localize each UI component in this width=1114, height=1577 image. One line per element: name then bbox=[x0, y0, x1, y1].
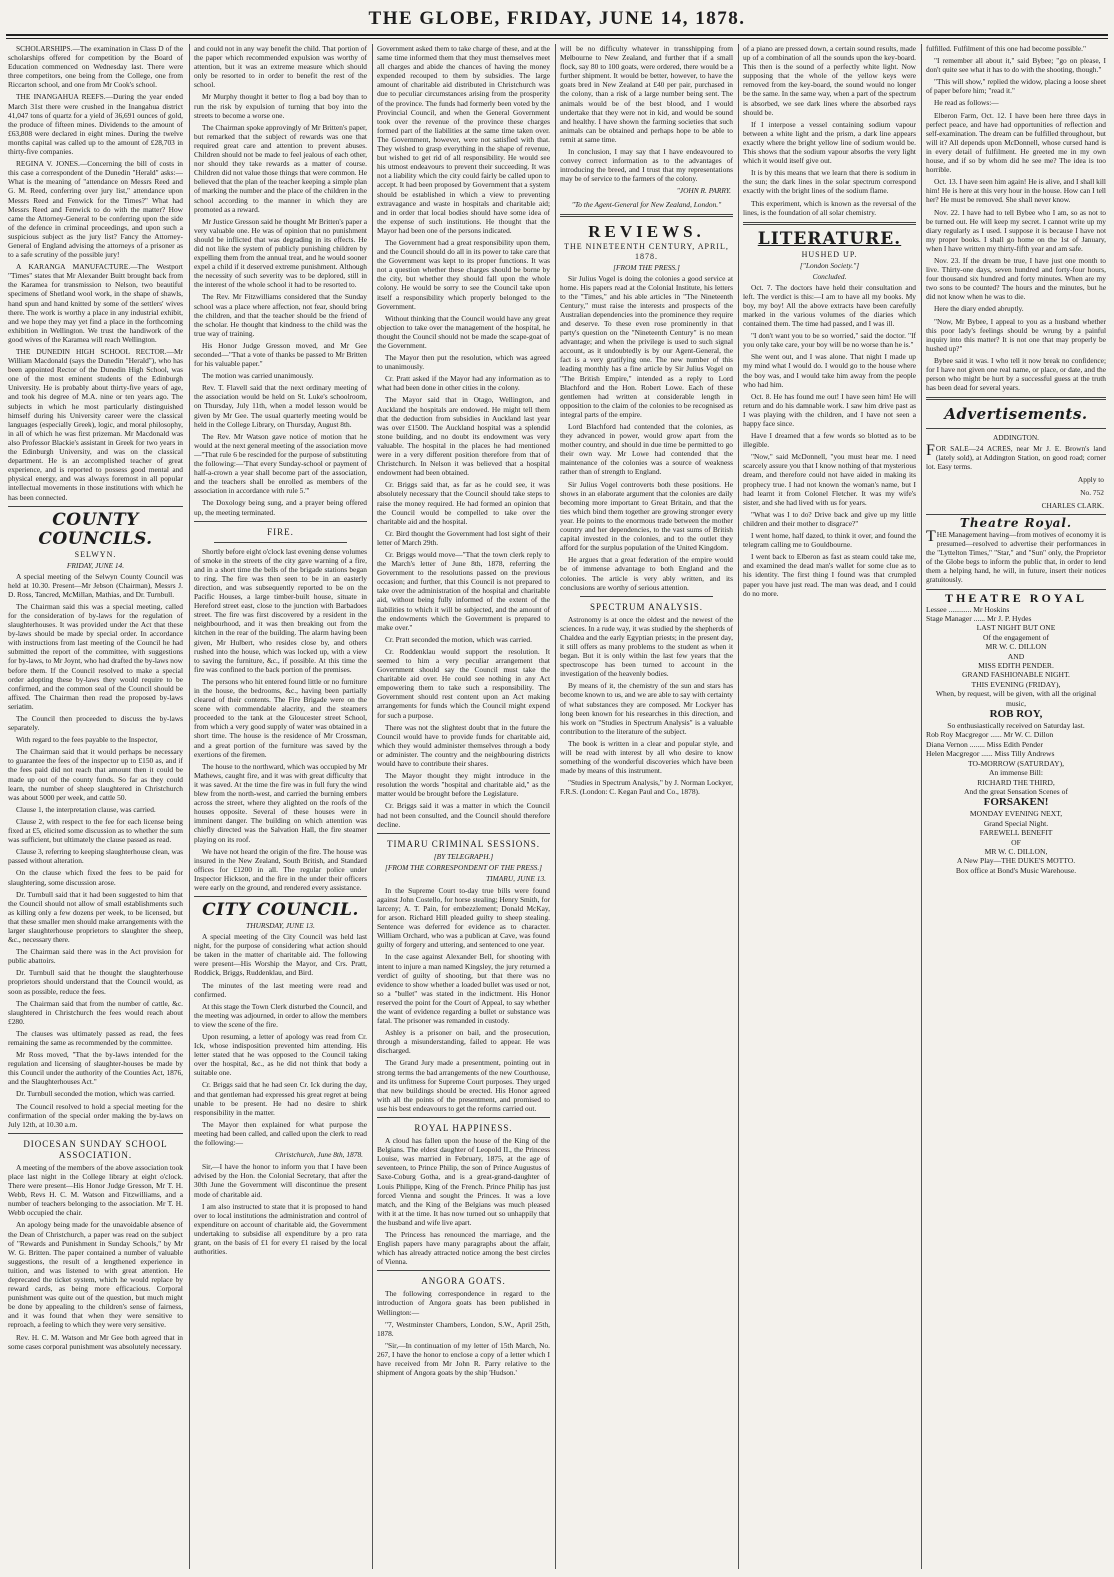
paragraph: Mr Murphy thought it better to flog a bad boy than to run the risk by expulsion of turning that boy into the streets to become a worse one. bbox=[194, 92, 367, 120]
paragraph: I am also instructed to state that it is proposed to hand over to local institutions the administration and control of expenditure on account of charitable aid, the Government undertaking to subsidise all expenditure by a pro rata grant, on the basis of £1 for every £1 raised by the local authorities. bbox=[194, 1201, 367, 1257]
ad-line: MONDAY EVENING NEXT, bbox=[969, 809, 1063, 819]
section-heading-diocesan: DIOCESAN SUNDAY SCHOOL ASSOCIATION. bbox=[23, 1138, 168, 1160]
paragraph: "Studies in Spectrum Analysis," by J. Norman Lockyer, F.R.S. (London: C. Kegan Paul and Co., 1878). bbox=[560, 778, 733, 797]
ad-line: THIS EVENING (FRIDAY), bbox=[971, 679, 1061, 689]
section-rule bbox=[8, 1133, 183, 1134]
ad-line: FORSAKEN! bbox=[983, 796, 1049, 809]
masthead-rule-thin bbox=[6, 38, 1108, 39]
paragraph: There was not the slightest doubt that in the future the Council would have to provide funds for charitable aid, which they would administer themselves through a body or administer. The country and the neighbouring districts would have to contribute their shares. bbox=[377, 722, 550, 769]
paragraph: Cr. Briggs said that he had seen Cr. Ick during the day, and that gentleman had expressed his great regret at being unable to be present. He had no desire to shirk responsibility in the matter. bbox=[194, 1080, 367, 1117]
ad-line: Grand Special Night. bbox=[983, 818, 1049, 828]
paragraph: The Mayor said that in Otago, Wellington, and Auckland the hospitals are endowed. He might tell them that the deduction from subsidies in Auckland last year was over £1500. The Auckland hospital was a splendid stone building, and no doubt its endowment was very valuable. The hospital in the places he had mentioned were in a very different position therefore from that of Christchurch. In Nelson it was believed that a hospital endowment had been obtained. bbox=[377, 395, 550, 478]
paragraph: The following correspondence in regard to the introduction of Angora goats has been published in Wellington:— bbox=[377, 1289, 550, 1317]
paragraph: Bybee said it was. I who tell it now break no confidence; for I have not given one real name, or place, or date, and the person who might be hurt by a successful guess at the truth has been dead for several years. bbox=[926, 355, 1106, 393]
section-rule bbox=[560, 214, 733, 217]
paragraph: The persons who hit entered found little or no furniture in the house, the bedrooms, &c., having been partially cleared of their contents. The Fire Brigade were on the scene with commendable alacrity, and the steamers proceeded to the tank at the Gloucester street School, from which a very good supply of water was obtained in a short time. The house is the residence of Mr Crossman, and a great portion of the furniture was saved by the exertions of the firemen. bbox=[194, 676, 367, 759]
ad-line: GRAND FASHIONABLE NIGHT. bbox=[962, 670, 1070, 680]
paragraph: and could not in any way benefit the child. That portion of the paper which recommended expulsion was worthy of attention, but it was an extreme measure which should only be resorted to in order to benefit the rest of the school. bbox=[194, 44, 367, 90]
ad-lessee: Lessee ............ Mr Hoskins bbox=[926, 604, 1010, 614]
subheading: [FROM THE CORRESPONDENT OF THE PRESS.] bbox=[384, 862, 543, 872]
paragraph: "What was I to do? Drive back and give up my little children and their mother to disgrace?" bbox=[743, 509, 916, 528]
ad-body: FOR SALE—24 ACRES, near Mr J. E. Brown's land (lately sold), at Addington Station, on good road; corner lot. Easy terms. bbox=[926, 442, 1106, 472]
paragraph: The Chairman said that it would perhaps be necessary to guarantee the fees of the inspector up to £150 as, and if the fees paid did not reach that amount then it could be made up out of the county funds. So far as they could learn, the number of sheep slaughtered in Christchurch was about 5000 per week, and cattle 50. bbox=[8, 747, 183, 802]
paragraph: His Honor Judge Gresson moved, and Mr Gee seconded—"That a vote of thanks be passed to Mr Britten for his valuable paper." bbox=[194, 340, 367, 369]
ad-line: LAST NIGHT BUT ONE bbox=[976, 623, 1056, 633]
ad-line: When, by request, will be given, with all the original music, bbox=[935, 689, 1097, 708]
paragraph: Cr. Pratt seconded the motion, which was carried. bbox=[385, 634, 532, 644]
paragraph: The Princess has renounced the marriage, and the English papers have many paragraphs about the affair, which has already attracted notice among the best circles of Vienna. bbox=[377, 1229, 550, 1267]
address-line: "To the Agent-General for New Zealand, London." bbox=[571, 199, 722, 209]
paragraph: Dr. Turnbull said that he thought the slaughterhouse proprietors should understand that the Council would, as soon as possible, reduce the fees. bbox=[8, 968, 183, 996]
section-rule bbox=[194, 896, 367, 897]
paragraph: REGINA V. JONES.—Concerning the bill of costs in this case a correspondent of the Dunedin "Herald" asks:—What is the meaning of "attendance on Messrs Reed and G. M. Reed, conferring over jury list," attendance upon Messrs Reed and Fenwick for the Times?" What had Messrs Reed and Fenwick to do with the matter? How came the Attorney-General to be conferring upon the side of the defence in criminal proceedings, and upon such a suspicious subject as the jury list? Fancy the Attorney-General of England advising the attorneys of a prisoner as to a safe scrutiny of the possible jury! bbox=[8, 159, 183, 260]
paragraph: The book is written in a clear and popular style, and will be read with interest by all who desire to know something of the wonderful discoveries which have been made by means of this instrument. bbox=[560, 738, 733, 776]
column-1 bbox=[8, 44, 183, 1569]
paragraph: Oct. 13. I have seen him again! He is alive, and I shall kill him! He is here at this very hour in the house. How can I tell her? He must be removed. She shall never know. bbox=[926, 177, 1106, 205]
paragraph: "I remember all about it," said Bybee; "go on please, I don't quite see what it has to do with the shooting, though." bbox=[926, 56, 1106, 75]
paragraph: of a piano are pressed down, a certain sound results, made up of a combination of all the sounds upon the key-board. This then is the sound of a perfectly white light. Now supposing that the whole of the yellow keys were removed from the key-board, the sound would no longer be the same. In the same way, when a part of the spectrum is absorbed, we see dark lines where the absorbed rays should be. bbox=[743, 44, 916, 117]
subheading: THE NINETEENTH CENTURY, APRIL, 1878. bbox=[564, 241, 729, 261]
ad-heading: Theatre Royal. bbox=[959, 515, 1073, 530]
dateline: TIMARU, JUNE 13. bbox=[486, 873, 546, 883]
paragraph: A meeting of the members of the above association took place last night in the College library at eight o'clock. There were present—His Honor Judge Gresson, Mr T. H. Webb, Revs H. C. M. Watson and Fitzwilliams, and a number of teachers belonging to the association. Mr T. H. Webb occupied the chair. bbox=[8, 1162, 183, 1218]
section-rule bbox=[926, 397, 1106, 400]
paragraph: The Doxology being sung, and a prayer being offered up, the meeting terminated. bbox=[194, 498, 367, 517]
paragraph: The house to the northward, which was occupied by Mr Mathews, caught fire, and it was with great difficulty that it was saved. At the time the fire was in full fury the wind blew from the north-west, and carried the burning embers across the street, where they alighted on the roofs of the houses opposite. Several of these houses were in imminent danger. The building on which attention was chiefly directed was the Salvation Hall, the fire steamer playing on its roof. bbox=[194, 761, 367, 844]
subheading: [BY TELEGRAPH.] bbox=[433, 851, 494, 861]
ad-body: THE Management having—from motives of economy it is presumed—resolved to advertise their performances in the "Lyttelton Times," "Star," and "Sun" only, the Proprietor of the Globe begs to inform the public that, in order to lend them a helping hand, he will, in future, insert their notices gratuitously. bbox=[926, 527, 1106, 585]
column-3 bbox=[377, 44, 550, 1569]
paragraph: THE DUNEDIN HIGH SCHOOL RECTOR.—Mr William Macdonald (says the Dunedin "Herald"), who has been appointed Rector of the Dunedin High School, was one of the most eminent students of the Edinburgh University. He is probably about thirty-five years of age, and took his degree of M.A. nine or ten years ago. The subjects in which he most particularly distinguished himself during his University career were the classical languages (especially Greek), logic, and moral philosophy, in all of which he was first prizeman. Mr Macdonald was also Professor Blackie's assistant in Greek for two years in the Edinburgh University, and was on the classical department. He is an accomplished teacher of great experience, and is reported to possess good mental and physical energy, and was always foremost in all popular intellectual movements in those institutions with which he has been connected. bbox=[8, 347, 183, 502]
ad-line: ROB ROY, bbox=[989, 708, 1043, 721]
ad-line: Of the engagement of bbox=[983, 632, 1049, 642]
section-heading-royal: ROYAL HAPPINESS. bbox=[414, 1123, 513, 1134]
paragraph: THE INANGAHUA REEFS.—During the year ended March 31st there were crushed in the Inangahua district 41,047 tons of quartz for a yield of 36,691 ounces of gold, the produce of fifteen mines. Dividends to the amount of £63,808 were declared in eight mines. During the twelve months capital was called up to the amount of £28,703 in thirty-five companies. bbox=[8, 92, 183, 157]
column-divider bbox=[921, 44, 922, 1569]
section-rule bbox=[580, 596, 713, 597]
paragraph: The Mayor then put the resolution, which was agreed to unanimously. bbox=[377, 353, 550, 372]
subheading: ["London Society."] bbox=[799, 260, 860, 270]
paragraph: The Grand Jury made a presentment, pointing out in strong terms the bad arrangements of the new Courthouse, and its unfitness for Supreme Court purposes. They urged that new buildings should be erected. His Honor agreed with all the points of the presentment, and promised to use his best endeavours to get the reforms carried out. bbox=[377, 1058, 550, 1113]
paragraph: Cr. Briggs would move—"That the town clerk reply to the March's letter of June 8th, 1878, referring the Government to the resolutions passed on the previous occasion; and further, that this Council is not prepared to take over the administration of the hospital and charitable aid, without being fully informed of the extent of the liabilities to which it will be subjected, and the amount of the endowments which the Government is prepared to make over." bbox=[377, 549, 550, 632]
paragraph: Astronomy is at once the oldest and the newest of the sciences. In a rude way, it was studied by the shepherds of Chaldea and the early Egyptian priests; in the present day, it still offers as many problems to the student as when it began. But it is only within the last few years that the spectroscope has been turned to account in the investigation of the heavenly bodies. bbox=[560, 614, 733, 679]
paragraph: By means of it, the chemistry of the sun and stars has become known to us, and we are able to say with certainty of what substances they are composed. Mr Lockyer has long been known for his researches in this direction, and his work on "Studies in Spectrum Analysis" is a valuable contribution to the literature of the subject. bbox=[560, 681, 733, 736]
column-2 bbox=[194, 44, 367, 1569]
paragraph: "Now, Mr Bybee, I appeal to you as a husband whether this poor lady's feelings should be wrung by a painful inquiry into this matter? It is not one that may properly be hushed up?" bbox=[926, 316, 1106, 353]
subheading: SELWYN. bbox=[74, 549, 117, 559]
paragraph: The Rev. Mr Fitzwilliams considered that the Sunday school was a place where affection, not fear, should bring the children, and that the teacher should be the friend of the scholar. He thought that kindness to the child was the true way of training. bbox=[194, 292, 367, 338]
paragraph: "7, Westminster Chambers, London, S.W., April 25th, 1878. bbox=[377, 1319, 550, 1338]
paragraph: The Chairman said this was a special meeting, called for the consideration of by-laws for the regulation of slaughterhouses. It was provided under the Act that these by-laws should be made by special order. In accordance with instructions from last meeting of the Council he had submitted the report of the committee, with suggestions for by-laws, to Mr Joynt, who had drafted the by-laws now before them. If the Council resolved to make a special order adopting these by-laws they would require to be confirmed, and the common seal of the Council should be affixed. The Chairman then read the proposed by-laws seriatim. bbox=[8, 601, 183, 711]
paragraph: She went out, and I was alone. That night I made up my mind what I would do. I would go to the house where the boy was, and I would take him away from the people who had him. bbox=[743, 352, 916, 389]
paragraph: Nov. 23. If the dream be true, I have just one month to live. Thirty-one days, seven hundred and forty-four hours, four thousand six hundred and forty minutes. When are my two sons to be counted? The hours and the minutes, but he did not know when he was to die. bbox=[926, 255, 1106, 302]
column-5 bbox=[743, 44, 916, 1569]
paragraph: "This will show," replied the widow, placing a loose sheet of paper before him; "read it." bbox=[926, 77, 1106, 96]
paragraph: Oct. 7. The doctors have held their consultation and left. The verdict is this:—I am to have all my books. My boy, my boy! All the above extracts have been carefully marked in the various volumes of the diaries which contained them. The time had passed, and I was ill. bbox=[743, 282, 916, 329]
section-heading-fire: FIRE. bbox=[267, 526, 294, 537]
subheading: Concluded. bbox=[812, 271, 847, 281]
column-divider bbox=[189, 44, 190, 1569]
section-rule bbox=[8, 506, 183, 507]
paragraph: Upon resuming, a letter of apology was read from Cr. Ick, whose indisposition prevented him attending. His letter stated that he was opposed to the Council taking over the hospital, &c., as he did not think that body a suitable one. bbox=[194, 1032, 367, 1078]
ad-line: A New Play—THE DUKE'S MOTTO. bbox=[956, 856, 1076, 866]
column-6 bbox=[926, 44, 1106, 1569]
paragraph: The Chairman said there was in the Act provision for public abattoirs. bbox=[8, 947, 183, 966]
ad-line: OF bbox=[1011, 837, 1021, 847]
masthead-title: THE GLOBE, FRIDAY, JUNE 14, 1878. bbox=[368, 8, 746, 29]
paragraph: The Chairman spoke approvingly of Mr Britten's paper, but remarked that the subject of rewards was one that required great care and attention to prevent abuses. Children should not be made to feel jealous of each other, nor should they take rewards as a matter of course. Children did not value those things that were common. He believed that the plan of the teacher keeping a simple plan of marking the number and the place of the children in the school according to the manner in which they are promoted as a reward. bbox=[194, 122, 367, 214]
paragraph: This experiment, which is known as the reversal of the lines, is the foundation of all solar chemistry. bbox=[743, 198, 916, 217]
paragraph: The motion was carried unanimously. bbox=[202, 371, 314, 381]
advertisement-addington bbox=[926, 433, 1106, 510]
subheading: HUSHED UP. bbox=[801, 249, 858, 259]
paragraph: The Rev. Mr Watson gave notice of motion that he would at the next general meeting of the association move—"That rule 6 be rescinded for the purpose of substituting the following:—'That every Sunday-school or payment of half-a-crown a year shall become part of the association, and the teachers shall be enrolled as members of the association in accordance with rule 5.'" bbox=[194, 431, 367, 496]
paragraph: The Chairman said that from the number of cattle, &c. slaughtered in Christchurch the fees would reach about £280. bbox=[8, 998, 183, 1026]
paragraph: Rev. H. C. M. Watson and Mr Gee both agreed that in some cases corporal punishment was absolutely necessary. bbox=[8, 1332, 183, 1351]
ad-line: FAREWELL BENEFIT bbox=[979, 828, 1053, 838]
section-rule bbox=[926, 514, 1106, 515]
ad-line: And the great Sensation Scenes of bbox=[964, 786, 1068, 796]
paragraph: I went home, half dazed, to think it over, and found the telegram calling me to Gouldbourne. bbox=[743, 531, 916, 550]
section-rule bbox=[194, 521, 367, 522]
subheading: [FROM THE PRESS.] bbox=[613, 262, 680, 272]
ad-line: So enthusiastically received on Saturday last. bbox=[947, 721, 1085, 731]
paragraph: In the Supreme Court to-day true bills were found against John Costello, for horse stealing; Henry Smith, for larceny; A. T. Pain, for embezzlement; Donald McKay, for arson. Richard Hill pleaded guilty to sheep stealing. Sentence was deferred for evidence as to character. William Orchard, who was a publican at Cave, was found guilty of forgery and uttering, and sentenced to one year. bbox=[377, 885, 550, 950]
section-rule bbox=[926, 589, 1106, 590]
paragraph: On the clause which fixed the fees to be paid for slaughtering, some discussion arose. bbox=[8, 868, 183, 887]
ad-line: MISS EDITH PENDER. bbox=[978, 661, 1054, 671]
section-heading-spectrum: SPECTRUM ANALYSIS. bbox=[589, 601, 704, 612]
signature: "JOHN R. PARRY. bbox=[676, 186, 731, 196]
paragraph: will be no difficulty whatever in transshipping from Melbourne to New Zealand, and further that if a small flock, say 80 to 100 goats, were ordered, there would be a further shipment. It would be better, however, to have the goats bred in New Zealand at £40 per pair, purchased in the colony, than a risk of a large number being sent. The animals would be of the best blood, and I would undertake that they were not in kid, and would be sound and healthy. I have shown the farming societies that such animals can be obtained and perhaps hope to be able to remit at same time. bbox=[560, 44, 733, 144]
ad-line: An immense Bill: bbox=[989, 768, 1043, 778]
ad-cast: Rob Roy Macgregor ...... Mr W. C. Dillon bbox=[926, 730, 1054, 740]
paragraph: Oct. 8. He has found me out! I have seen him! He will return and do his damnable work. I saw him drive past as I was playing with the children, and I have not seen a happy face since. bbox=[743, 391, 916, 428]
ad-contact-name: CHARLES CLARK. bbox=[1041, 500, 1104, 510]
section-heading-literature: LITERATURE. bbox=[757, 228, 902, 249]
column-divider bbox=[738, 44, 739, 1569]
section-rule bbox=[377, 1270, 550, 1271]
advertisement-theatre-notice bbox=[926, 515, 1106, 585]
paragraph: An apology being made for the unavoidable absence of the Dean of Christchurch, a paper was read on the subject of "Rewards and Punishment in Sunday Schools," by Mr W. G. Britten. The paper contained a number of valuable suggestions, the result of a lengthened experience in tuition, and was listened to with great attention. He deprecated the ticket system, which he would replace by reward cards, as being more efficacious. Corporal punishment was quite out of the question, but much might be done by appealing to the children's sense of fairness, and it was found that when they were sensitive to reproach, a feeling to which they were very sensitive. bbox=[8, 1220, 183, 1330]
section-rule bbox=[377, 833, 550, 834]
paragraph: I went back to Elberon as fast as steam could take me, and examined the dead man's wallet for some clue as to his identity. The first thing I found was that crumpled paper you have just read. The man was dead, and I could do no more. bbox=[743, 552, 916, 598]
paragraph: The Government had a great responsibility upon them, and the Council should do all in its power to take care that the Government was kept to its proper functions. It was not a question whether these charges should be borne by the city, but whether they should fall upon the whole colony. He would be sorry to see the Council take upon itself a responsibility which properly belonged to the Government. bbox=[377, 237, 550, 311]
paragraph: SCHOLARSHIPS.—The examination in Class D of the scholarships offered for competition by the Board of Education commenced on Wednesday last. There were three competitors, one being from the College, one from Riccarton school, and one from Mr Cook's school. bbox=[8, 44, 183, 90]
section-rule bbox=[926, 428, 1106, 429]
dateline: THURSDAY, JUNE 13. bbox=[246, 921, 315, 931]
section-heading-angora: ANGORA GOATS. bbox=[421, 1276, 506, 1287]
paragraph: "I don't want you to be so worried," said the doctor. "If you only take care, your boy will be no worse than he is." bbox=[743, 331, 916, 350]
paragraph: Sir Julius Vogel controverts both these positions. He shows in an elaborate argument that the colonies are daily becoming more important to Great Britain, and that the ties which bind them together are growing stronger every year. He points to the enormous trade between the mother country and her dependencies, to the vast sums of British capital invested in the colonies, and to the outlet they afford for the surplus population of the United Kingdom. bbox=[560, 479, 733, 553]
ad-line: MR W. C. DILLON bbox=[985, 642, 1047, 652]
ad-number: No. 752 bbox=[1080, 487, 1104, 497]
ad-line: TO-MORROW (SATURDAY), bbox=[967, 758, 1065, 768]
section-rule bbox=[743, 222, 916, 225]
paragraph: Shortly before eight o'clock last evening dense volumes of smoke in the streets of the city gave warning of a fire, and in a short time the bells of the brigade stations began to ring. The fire was then seen to be in an easterly direction, and was subsequently reported to be on the Pacific Houses, a large timber-built house, situate in Hereford street east, close to the junction with Barbadoes street. The fire was first discovered by a resident in the neighbourhood, and it was then breaking out from the kitchen in the rear of the building. The alarm having been given, Mr Hulbert, who resides close by, and others rushed into the house, which was locked up, with a view to saving the furniture, &c., if possible. At this time the fire was confined to the back portion of the premises. bbox=[194, 546, 367, 674]
paragraph: The Mayor thought they might introduce in the resolution the words "hospital and charitable aid," as the matter would be brought before the Legislature. bbox=[377, 771, 550, 799]
paragraph: Cr. Pratt asked if the Mayor had any information as to what had been done in other cities in the colony. bbox=[377, 374, 550, 393]
section-rule bbox=[377, 1117, 550, 1118]
paragraph: Mr Justice Gresson said he thought Mr Britten's paper a very valuable one. He was of opinion that no punishment should be inflicted that was degrading in its effects. He did not like the system of publicly punishing children by expelling them from the annual treat, and he would sooner expel a child if it deserved extreme punishment. Although the necessity of such severity was to be deplored, still in the interest of the whole school it had to be resorted to. bbox=[194, 216, 367, 290]
paragraph: It is by this means that we learn that there is sodium in the sun; the dark lines in the solar spectrum correspond exactly with the bright lines of the sodium flame. bbox=[743, 168, 916, 196]
paragraph: He read as follows:— bbox=[934, 98, 999, 108]
paragraph: The minutes of the last meeting were read and confirmed. bbox=[194, 980, 367, 999]
paragraph: Cr. Bird thought the Government had lost sight of their letter of March 29th. bbox=[377, 528, 550, 547]
paragraph: Here the diary ended abruptly. bbox=[934, 304, 1024, 314]
paragraph: With regard to the fees payable to the Inspector, bbox=[16, 735, 158, 745]
column-divider bbox=[555, 44, 556, 1569]
ad-line: MR W. C. DILLON, bbox=[984, 846, 1048, 856]
column-4 bbox=[560, 44, 733, 1569]
paragraph: "Now," said McDonnell, "you must hear me. I need scarcely assure you that I know nothing of that mysterious dream, and therefore could not have aided in making its prophecy true. I had not known the woman's name, but I had learnt it from Colonel Fletcher. It was my wife's sister, and she had lived with us for years. bbox=[743, 452, 916, 507]
column-divider bbox=[372, 44, 373, 1569]
ad-stage-manager: Stage Manager ...... Mr J. P. Hydes bbox=[926, 614, 1032, 623]
section-heading-advertisements: Advertisements. bbox=[944, 405, 1088, 424]
ad-location: ADDINGTON. bbox=[992, 433, 1040, 443]
paragraph: Government asked them to take charge of these, and at the same time informed them that they must themselves meet all charges and abide the chances of having the money expended recouped to them by subsidies. The large amount of charitable aid distributed in Christchurch was due to peculiar circumstances arising from the prosperity of the province. The funds had formerly been voted by the Provincial Council, and when the General Government took over the revenue of the province these charges formed part of the liabilities at the same time taken over. The Government, however, were not satisfied with that. They wished to grasp everything in the shape of revenue, but wished to get rid of all responsibility. He would see his utmost endeavours to prevent their succeeding. It was not a liability which the city could fairly be called upon to accept. It had been proposed by Government that a system should be established in which a view to preventing extravagance and waste in hospitals and charitable aid; and in order that local bodies should have some idea of the expense of such institutions. He thought that the Mayor had been one of the persons indicated. bbox=[377, 44, 550, 235]
paragraph: A special meeting of the City Council was held last night, for the purpose of considering what action should be taken in the matter of charitable aid. The following were present—His Worship the Mayor, and Crs. Pratt, Roddick, Briggs, Ruddenklau, and Bird. bbox=[194, 932, 367, 978]
section-heading-county-councils: COUNTY COUNCILS. bbox=[38, 509, 153, 549]
paragraph: At this stage the Town Clerk disturbed the Council, and the meeting was adjourned, in order to allow the members to view the scene of the fire. bbox=[194, 1001, 367, 1029]
paragraph: A cloud has fallen upon the house of the King of the Belgians. The eldest daughter of Leopold II., the Princess Louise, was married in February, 1875, at the age of seventeen, to Prince Philip, the son of Prince Augustus of Saxe-Coburg Gotha, and is a great-grand-daughter of Louis Philippe, King of the French. Prince Philip has just forced Vienna and sought the Princes. It was a love match, and the King of the Belgians was much pleased with it at the time. It has now turned out so unhappily that the husband and wife live apart. bbox=[377, 1136, 550, 1227]
paragraph: He argues that a great federation of the empire would be of immense advantage to both England and the colonies. The article is very ably written, and its conclusions are worthy of serious attention. bbox=[560, 555, 733, 592]
paragraph: Have I dreamed that a few words so blotted as to be illegible. bbox=[743, 431, 916, 450]
section-heading-city-council: CITY COUNCIL. bbox=[202, 900, 359, 921]
paragraph: fulfilled. Fulfilment of this one had become possible." bbox=[926, 44, 1087, 53]
ad-cast: Diana Vernon ........ Miss Edith Pender bbox=[926, 739, 1043, 749]
paragraph: Cr. Briggs said it was a matter in which the Council had not been consulted, and the Council should therefore decline. bbox=[377, 801, 550, 829]
paragraph: The clauses was ultimately passed as read, the fees remaining the same as recommended by the committee. bbox=[8, 1028, 183, 1047]
paragraph: Clause 1, the interpretation clause, was carried. bbox=[16, 804, 156, 814]
ad-line: RICHARD THE THIRD, bbox=[977, 777, 1055, 787]
ad-line: Box office at Bond's Music Warehouse. bbox=[955, 865, 1077, 875]
paragraph: We have not heard the origin of the fire. The house was insured in the New Zealand, South British, and Standard offices for £1200 in all. The regular police under Inspector Hickson, and the fire in the under their officers were early on the ground, and rendered every assistance. bbox=[194, 846, 367, 892]
paragraph: "Sir,—In continuation of my letter of 15th March, No. 267, I have the honor to enclose a copy of a letter which I have received from Mr John R. Parry relative to the shipment of Angora goats by the ship 'Hudson.' bbox=[377, 1340, 550, 1378]
paragraph: Lord Blachford had contended that the colonies, as they advanced in power, would grow apart from the mother country, and should in due time be permitted to go their own way. Mr Lowe had contended that the maintenance of the colonies was a source of weakness rather than of strength to England. bbox=[560, 422, 733, 477]
letter-dateline: Christchurch, June 8th, 1878. bbox=[275, 1150, 363, 1160]
paragraph: Clause 3, referring to keeping slaughterhouse clean, was passed without alteration. bbox=[8, 847, 183, 866]
paragraph: Sir Julius Vogel is doing the colonies a good service at home. His papers read at the Colonial Institute, his letters to the "Times," and his able articles in "The Nineteenth Century," must raise the interests and prospects of the Australian dependencies into the prominence they require and deserve. To these even rose prominently in that party's question on the "Nineteenth Century" is no mean advantage; and when the privilege is used to such signal account, as it undoubtedly is by our Agent-General, the fact is a very gratifying one. The new number of this leading monthly has a fine article by Sir Julius Vogel on "The British Empire," intended as a reply to Lord Blachford and the Hon. Robert Lowe. Each of these gentlemen had written at considerable length in opposition to the claim of the colonies to be recognised as integral parts of the empire. bbox=[560, 273, 733, 419]
paragraph: The Council resolved to hold a special meeting for the confirmation of the special order making the by-laws on July 12th, at 10.30 a.m. bbox=[8, 1101, 183, 1129]
paragraph: Cr. Roddenklau would support the resolution. It seemed to him a very peculiar arrangement that Government should say the Council must take the charitable aid over. He could see nothing in any Act empowering them to take such a responsibility. The Government should rest content upon an Act making arrangements for funds which the Council might expend for such a purpose. bbox=[377, 646, 550, 720]
paragraph: Elberon Farm, Oct. 12. I have been here three days in perfect peace, and have had opportunities of reflection and self-examination. The dream can be fulfilled throughout, but will it? All depends upon McDonnell, whose cursed hand is in every detail of fulfilment. He greeted me in my own house, and if so by whom did he see me? The idea is too horrible. bbox=[926, 110, 1106, 175]
paragraph: Cr. Briggs said that, as far as he could see, it was absolutely necessary that the Council should take steps to raise the money required. He had formed an opinion that the Council would be compelled to take over the charitable aid and the hospital. bbox=[377, 480, 550, 526]
paragraph: In conclusion, I may say that I have endeavoured to convey correct information as to the advantages of introducing the breed, and I trust that my representations may be of service to the farmers of the colony. bbox=[560, 147, 733, 184]
paragraph: Clause 2, with respect to the fee for each license being fixed at £5, elicited some discussion as to whether the sum was sufficient, but ultimately the clause passed as read. bbox=[8, 816, 183, 845]
paragraph: In the case against Alexander Bell, for shooting with intent to injure a man named Kingsley, the jury returned a verdict of guilty of shooting, but that there was no evidence to show whether a loaded bullet was used or not, so a "bullet" was stated in the indictment. His Honor reserved the point for the Court of Appeal, to say whether the want of evidence regarding a bullet or substance was fatal. The prisoner was remanded in custody. bbox=[377, 952, 550, 1026]
paragraph: The Mayor then explained for what purpose the meeting had been called, and called upon the clerk to read the following:— bbox=[194, 1119, 367, 1148]
ad-line: AND bbox=[1007, 651, 1025, 661]
paragraph: Mr Ross moved, "That the by-laws intended for the regulation and licensing of slaughter-houses be made by this Council under the authority of the Counties Act, 1876, and the Slaughterhouses Act." bbox=[8, 1050, 183, 1087]
paragraph: A KARANGA MANUFACTURE.—The Westport "Times" states that Mr Alexander Buitt brought back from the Karamea for transmission to Nelson, two beautiful specimens of Shetland wool work, in the shape of shawls, hand spun and hand knitted by some of the settlers' wives there. The work is worthy a place in any industrial exhibit, and we hope they may yet find a place in the forthcoming exhibition in Wellington. We trust the handiwork of the good wives of the Karamea will reach Wellington. bbox=[8, 262, 183, 344]
ad-cast: Helen Macgregor ...... Miss Tilly Andrews bbox=[926, 749, 1055, 759]
masthead-rule bbox=[6, 34, 1108, 36]
paragraph: Dr. Turnbull seconded the motion, which was carried. bbox=[16, 1089, 175, 1099]
section-heading-timaru: TIMARU CRIMINAL SESSIONS. bbox=[387, 838, 540, 849]
paragraph: A special meeting of the Selwyn County Council was held at 10.30. Present—Mr Jebson (Chairman), Messrs J. D. Ross, Tancred, McMillan, Mathias, and Dr. Turnbull. bbox=[8, 571, 183, 599]
paragraph: The Council then proceeded to discuss the by-laws separately. bbox=[8, 714, 183, 733]
paragraph: Rev. T. Flavell said that the next ordinary meeting of the association would be held on St. Luke's schoolroom, on Thursday, July 11th, when a model lesson would be given by Mr Gee. The usual quarterly meeting would be held in the College Library, on Thursday, August 8th. bbox=[194, 383, 367, 429]
ad-apply: Apply to bbox=[1077, 474, 1104, 484]
heading-rule bbox=[214, 542, 347, 543]
paragraph: Dr. Turnbull said that it had been suggested to him that the Council should not allow of small establishments such as killing only a few dozens per week, to be licensed, but that these smaller men should make arrangements with the larger slaughterhouse proprietors to slaughter the sheep, &c., necessary there. bbox=[8, 889, 183, 945]
paragraph: Without thinking that the Council would have any great objection to take over the management of the hospital, he thought the Council should not be made the scape-goat of the Government. bbox=[377, 313, 550, 350]
paragraph: Sir,—I have the honor to inform you that I have been advised by the Hon. the Colonial Secretary, that after the 30th June the Government will discontinue the present mode of charitable aid. bbox=[194, 1162, 367, 1199]
dateline: FRIDAY, JUNE 14. bbox=[66, 560, 125, 570]
section-heading-reviews: REVIEWS. bbox=[588, 221, 705, 241]
paragraph: Nov. 22. I have had to tell Bybee who I am, so as not to be turned out. He will keep my secret. I cannot write up my diary regularly as I used. I suppose it is because I have not my proper books. I shall go home on the 1st of January, when I have written my thirty-fifth year and am safe. bbox=[926, 207, 1106, 253]
ad-heading: THEATRE ROYAL bbox=[944, 590, 1088, 605]
paragraph: If I interpose a vessel containing sodium vapour between a white light and the prism, a dark line appears exactly where the bright yellow line of sodium would be. This shows that the sodium vapour absorbs the very light which it would itself give out. bbox=[743, 119, 916, 166]
advertisement-theatre-royal bbox=[926, 590, 1106, 876]
paragraph: Ashley is a prisoner on bail, and the prosecution, through a misunderstanding, failed to appear. He was discharged. bbox=[377, 1028, 550, 1056]
